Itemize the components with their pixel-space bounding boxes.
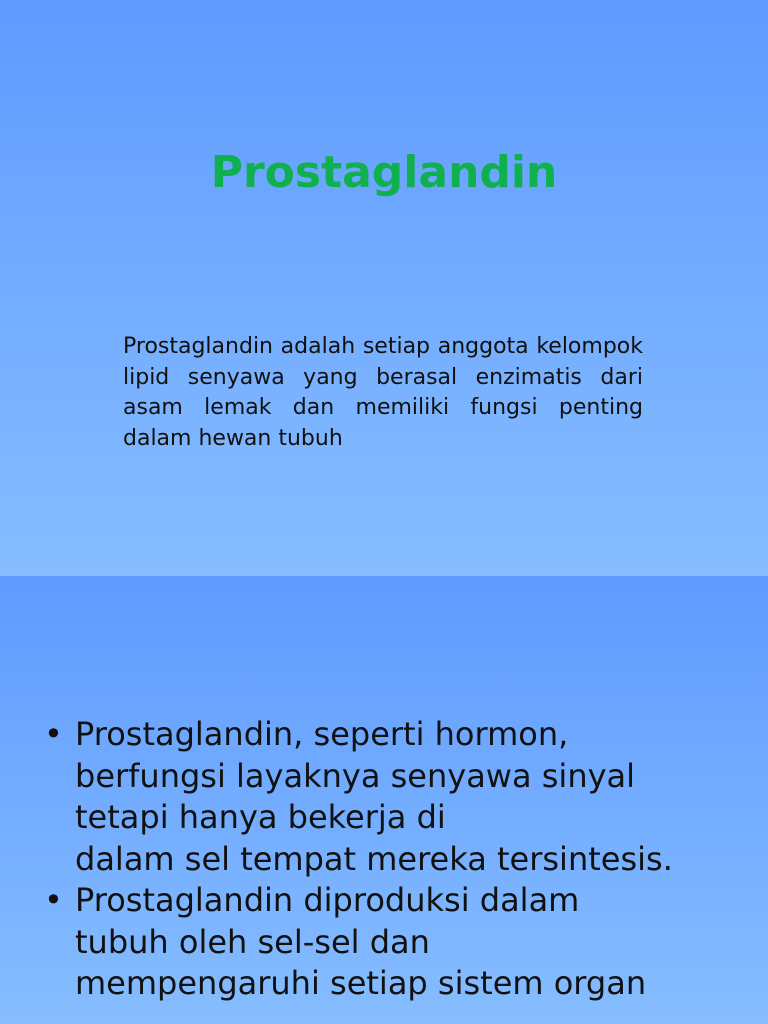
- slide-title: Prostaglandin: [210, 147, 558, 198]
- bullet-line: tetapi hanya bekerja di: [75, 798, 446, 836]
- bullet-line: dalam sel tempat mereka tersintesis.: [75, 839, 673, 878]
- bullet-item: [44, 714, 744, 880]
- bullet-line: berfungsi layaknya senyawa sinyal: [75, 756, 636, 795]
- bullet-line: Prostaglandin, seperti hormon,: [75, 715, 569, 753]
- bullet-icon: •: [44, 881, 63, 919]
- slide-body-text: Prostaglandin adalah setiap anggota kelompok lipid senyawa yang berasal enzimatis dari asam lemak dan memiliki fungsi penting dalam hewan tubuh: [123, 334, 643, 451]
- bullet-item: [44, 880, 744, 1005]
- bullet-line: mempengaruhi setiap sistem organ: [75, 964, 647, 1002]
- bullet-line: tubuh oleh sel-sel dan: [75, 922, 430, 961]
- bullet-icon: •: [44, 715, 63, 753]
- slide-2: [0, 576, 768, 1024]
- bullet-line: Prostaglandin diproduksi dalam: [75, 881, 580, 919]
- bullet-list: [44, 714, 744, 1005]
